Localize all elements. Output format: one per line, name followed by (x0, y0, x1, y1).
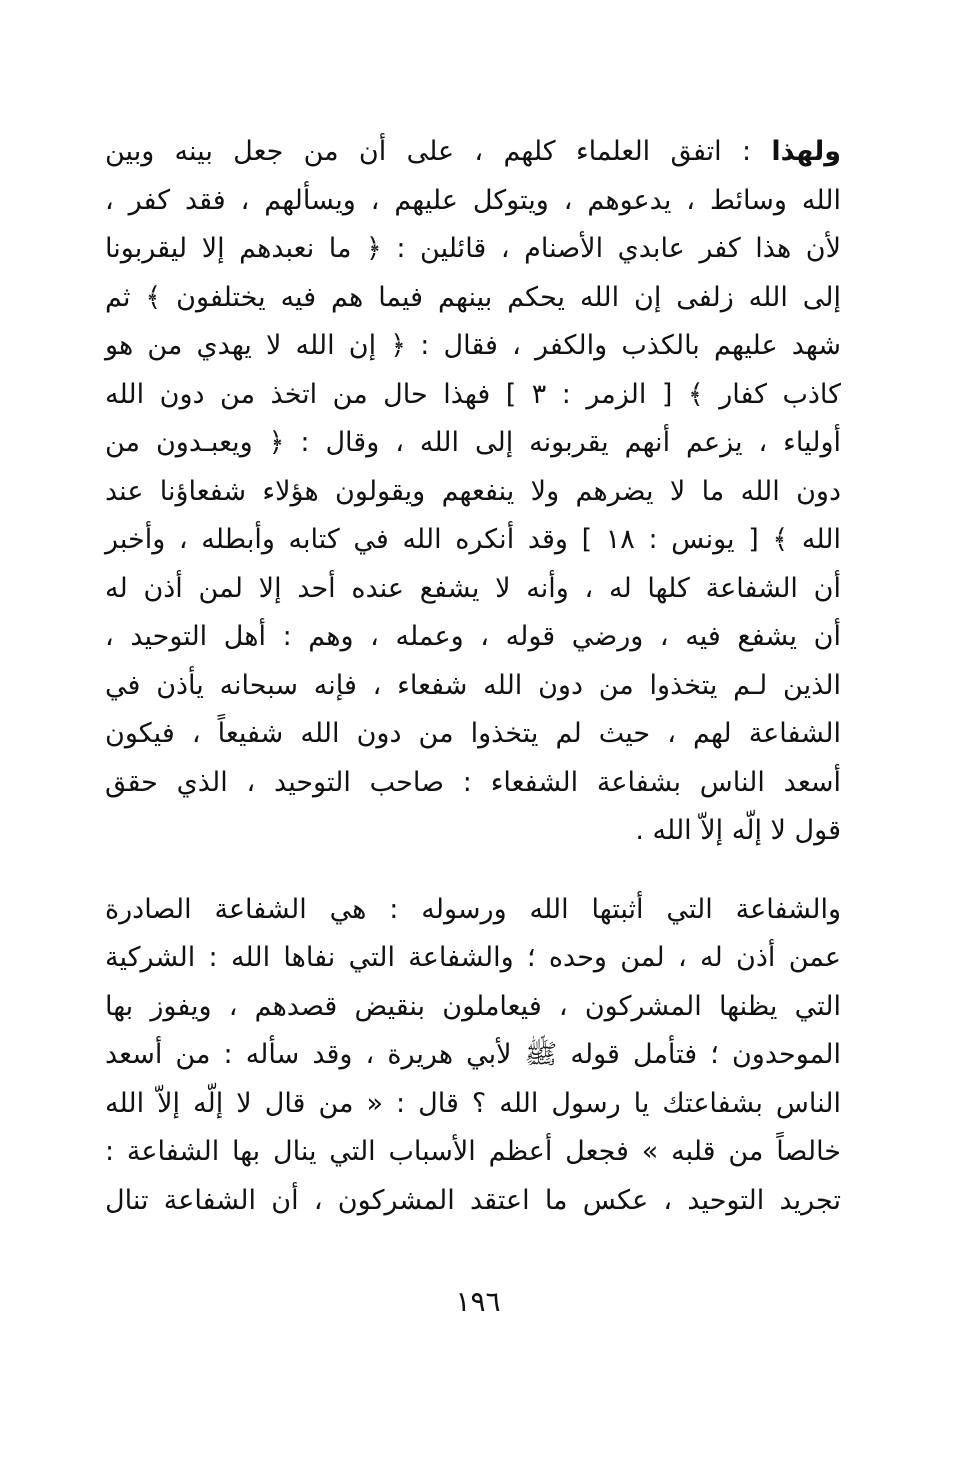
text-line: إلى الله زلفى إن الله يحكم بينهم فيما هم فيه يختلفون ﴾ ثم (105, 281, 841, 313)
paragraph-gap (105, 856, 841, 886)
paragraph-2 (105, 886, 841, 1226)
text-line: أن الشفاعة كلها له ، وأنه لا يشفع عنده أحد إلا لمن أذن له (105, 572, 841, 604)
text-line: الناس بشفاعتك يا رسول الله ؟ قال : « من قال لا إلّه إلاّ الله (105, 1087, 841, 1119)
text-line: والشفاعة التي أثبتها الله ورسوله : هي الشفاعة الصادرة (105, 893, 841, 925)
text-line: أسعد الناس بشفاعة الشفعاء : صاحب التوحيد ، الذي حقق (105, 766, 841, 798)
text-line: الله وسائط ، يدعوهم ، ويتوكل عليهم ، ويسألهم ، فقد كفر ، (105, 184, 841, 216)
text-line: خالصاً من قلبه » فجعل أعظم الأسباب التي ينال بها الشفاعة : (105, 1136, 841, 1167)
text-line: أن يشفع فيه ، ورضي قوله ، وعمله ، وهم : أهل التوحيد ، (105, 621, 841, 652)
text-line: شهد عليهم بالكذب والكفر ، فقال : ﴿ إن الله لا يهدي من هو (105, 330, 841, 361)
text-line: كاذب كفار ﴾ [ الزمر : ٣ ] فهذا حال من اتخذ من دون الله (105, 378, 842, 410)
text-line: قول لا إلّه إلاّ الله . (635, 815, 841, 846)
text-line: الله ﴾ [ يونس : ١٨ ] وقد أنكره الله في كتابه وأبطله ، وأخبر (105, 524, 841, 555)
text-line: لأن هذا كفر عابدي الأصنام ، قائلين : ﴿ ما نعبدهم إلا ليقربونا (105, 233, 841, 264)
text-line: أولياء ، يزعم أنهم يقربونه إلى الله ، وقال : ﴿ ويعبـدون من (105, 427, 841, 458)
page-number: ١٩٦ (455, 1285, 501, 1318)
text-line: عمن أذن له ، لمن وحده ؛ والشفاعة التي نفاها الله : الشركية (105, 942, 841, 973)
line-text: : اتفق العلماء كلهم ، على أن من جعل بينه وبين (105, 136, 772, 167)
text-line: الموحدون ؛ فتأمل قوله ﷺ لأبي هريرة ، وقد سأله : من أسعد (105, 1039, 841, 1070)
paragraph-1 (105, 128, 841, 856)
text-line: دون الله ما لا يضرهم ولا ينفعهم ويقولون هؤلاء شفعاؤنا عند (105, 475, 841, 507)
text-line: الذين لـم يتخذوا من دون الله شفعاء ، فإنه سبحانه يأذن في (105, 669, 841, 701)
text-line: التي يظنها المشركون ، فيعاملون بنقيض قصدهم ، ويفوز بها (105, 990, 841, 1022)
text-line: تجريد التوحيد ، عكس ما اعتقد المشركون ، أن الشفاعة تنال (105, 1184, 841, 1216)
page-body (105, 128, 841, 1225)
text-line: الشفاعة لهم ، حيث لم يتخذوا من دون الله شفيعاً ، فيكون (105, 718, 841, 749)
text-line (105, 128, 841, 177)
lead-word: ولهذا (771, 136, 841, 167)
